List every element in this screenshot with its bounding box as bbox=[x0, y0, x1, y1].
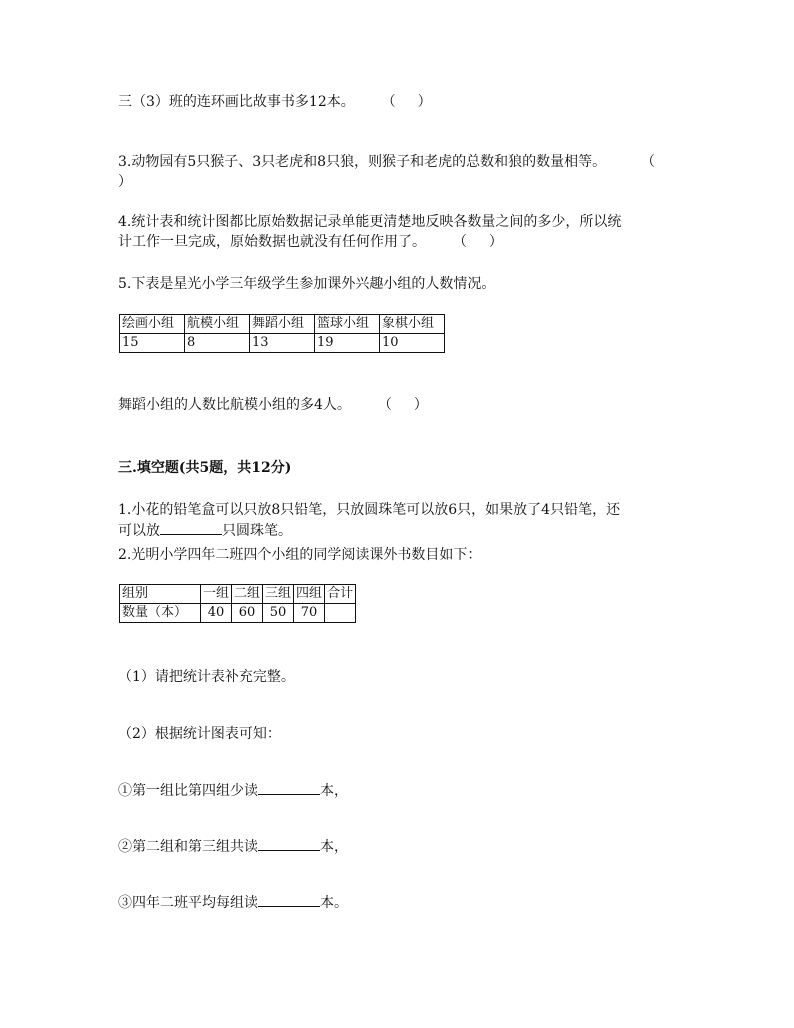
question-4-text: 计工作一旦完成，原始数据也就没有任何作用了。 bbox=[118, 234, 426, 250]
answer-2-pre: ②第二组和第三组共读 bbox=[118, 839, 258, 855]
fill-2-answer-3 bbox=[118, 892, 348, 913]
fill-2-answer-2 bbox=[118, 836, 348, 857]
question-4-paren-open: （ bbox=[452, 234, 467, 250]
question-4-line2 bbox=[118, 232, 503, 252]
question-3-paren-close: ） bbox=[118, 174, 132, 190]
table-header-cell: 篮球小组 bbox=[315, 315, 380, 334]
table-cell: 60 bbox=[232, 604, 263, 623]
table-cell: 40 bbox=[201, 604, 232, 623]
fill-2-intro: 2.光明小学四年二班四个小组的同学阅读课外书数目如下： bbox=[118, 547, 482, 563]
table-row bbox=[120, 604, 356, 623]
section-3-title: 三.填空题(共5题，共12分) bbox=[118, 460, 292, 476]
question-5-intro: 5.下表是星光小学三年级学生参加课外兴趣小组的人数情况。 bbox=[118, 276, 496, 292]
table-header-row bbox=[120, 585, 356, 604]
question-5-statement bbox=[118, 395, 428, 415]
table-cell: 8 bbox=[185, 334, 250, 353]
answer-1-blank[interactable] bbox=[258, 780, 320, 795]
table-cell: 70 bbox=[294, 604, 325, 623]
fill-2-answer-1 bbox=[118, 780, 348, 801]
reading-count-table bbox=[119, 584, 356, 623]
table-header-cell: 一组 bbox=[201, 585, 232, 604]
fill-2-sub1: （1）请把统计表补充完整。 bbox=[118, 669, 295, 685]
answer-3-blank[interactable] bbox=[258, 892, 320, 907]
interest-group-table bbox=[119, 314, 445, 353]
table-header-cell: 象棋小组 bbox=[380, 315, 445, 334]
fill-1-post: 只圆珠笔。 bbox=[222, 523, 292, 539]
question-3-line2 bbox=[118, 172, 132, 192]
table-header-cell: 组别 bbox=[120, 585, 201, 604]
question-class-books bbox=[118, 92, 432, 112]
answer-2-post: 本， bbox=[320, 839, 348, 855]
table-cell: 15 bbox=[120, 334, 185, 353]
answer-1-post: 本， bbox=[320, 783, 348, 799]
fill-1-pre: 可以放 bbox=[118, 523, 160, 539]
answer-3-pre: ③四年二班平均每组读 bbox=[118, 895, 258, 911]
table-header-cell: 舞蹈小组 bbox=[250, 315, 315, 334]
fill-1-line1: 1.小花的铅笔盒可以只放8只铅笔，只放圆珠笔可以放6只，如果放了4只铅笔，还 bbox=[118, 502, 621, 518]
answer-3-post: 本。 bbox=[320, 895, 348, 911]
table-row-label: 数量（本） bbox=[120, 604, 201, 623]
fill-2-sub2: （2）根据统计图表可知： bbox=[118, 726, 281, 742]
table-header-cell: 三组 bbox=[263, 585, 294, 604]
answer-paren-open: （ bbox=[381, 94, 396, 110]
table-cell: 13 bbox=[250, 334, 315, 353]
table-header-cell: 四组 bbox=[294, 585, 325, 604]
table-cell: 19 bbox=[315, 334, 380, 353]
question-3-paren-open: （ bbox=[640, 154, 655, 170]
table-header-cell: 二组 bbox=[232, 585, 263, 604]
table-cell: 50 bbox=[263, 604, 294, 623]
question-class-books-text: 三（3）班的连环画比故事书多12本。 bbox=[118, 94, 355, 110]
table-header-row bbox=[120, 315, 445, 334]
question-5-statement-text: 舞蹈小组的人数比航模小组的多4人。 bbox=[118, 397, 351, 413]
question-3-text: 3.动物园有5只猴子、3只老虎和8只狼，则猴子和老虎的总数和狼的数量相等。 bbox=[118, 154, 607, 170]
question-5-paren-close: ） bbox=[413, 397, 428, 413]
table-cell: 10 bbox=[380, 334, 445, 353]
answer-1-pre: ①第一组比第四组少读 bbox=[118, 783, 258, 799]
table-row bbox=[120, 334, 445, 353]
table-header-cell: 航模小组 bbox=[185, 315, 250, 334]
question-4-paren-close: ） bbox=[488, 234, 503, 250]
table-header-cell: 绘画小组 bbox=[120, 315, 185, 334]
fill-1-line2 bbox=[118, 520, 292, 541]
question-4-line1: 4.统计表和统计图都比原始数据记录单能更清楚地反映各数量之间的多少，所以统 bbox=[118, 214, 622, 230]
question-3-line1 bbox=[118, 152, 655, 172]
table-header-cell: 合计 bbox=[325, 585, 356, 604]
table-cell-total-blank[interactable] bbox=[325, 604, 356, 623]
question-5-paren-open: （ bbox=[377, 397, 392, 413]
answer-paren-close: ） bbox=[417, 94, 432, 110]
answer-2-blank[interactable] bbox=[258, 836, 320, 851]
fill-1-blank[interactable] bbox=[160, 520, 222, 535]
